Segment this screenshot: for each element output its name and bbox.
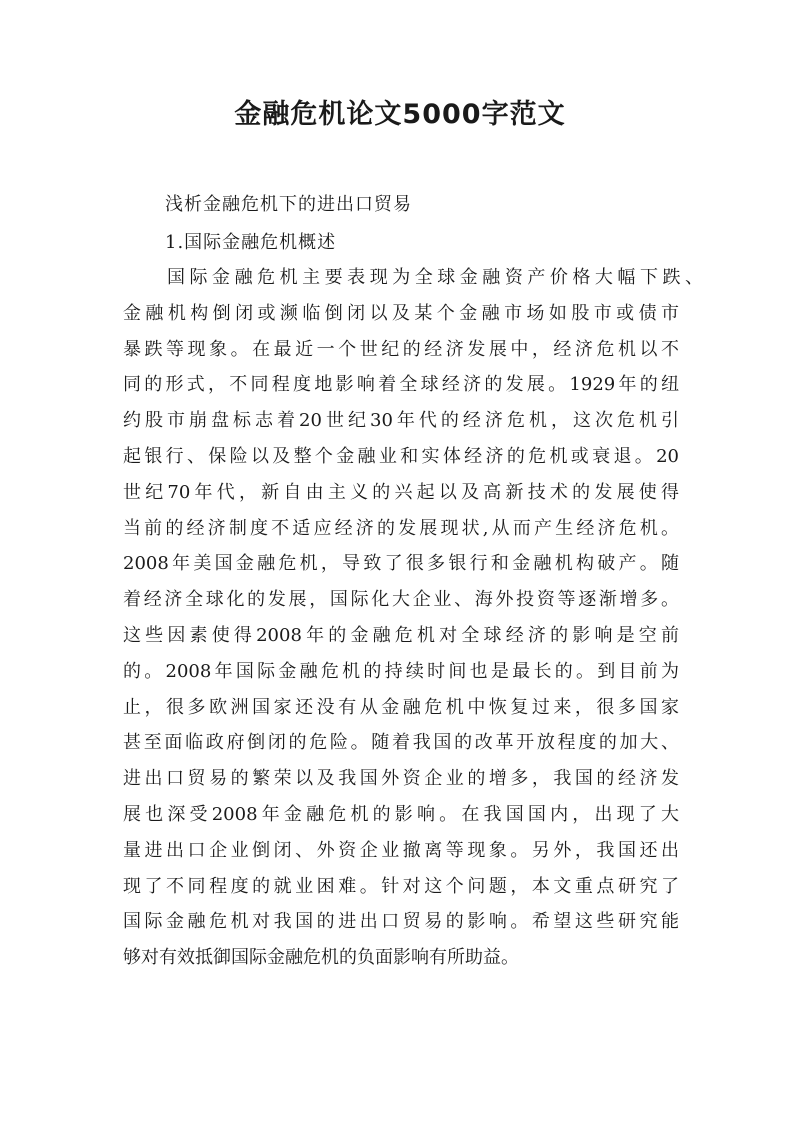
paragraph-line: 进出口贸易的繁荣以及我国外资企业的增多，我国的经济发 [123,768,679,790]
paragraph-line: 同的形式，不同程度地影响着全球经济的发展。1929年的纽 [123,374,679,396]
paragraph-line: 止，很多欧洲国家还没有从金融危机中恢复过来，很多国家 [123,696,679,718]
paragraph-line: 着经济全球化的发展，国际化大企业、海外投资等逐渐增多。 [123,589,679,611]
paragraph-line: 量进出口企业倒闭、外资企业撤离等现象。另外，我国还出 [123,839,679,861]
paragraph-line: 甚至面临政府倒闭的危险。随着我国的改革开放程度的加大、 [123,732,679,754]
paragraph-line: 暴跌等现象。在最近一个世纪的经济发展中，经济危机以不 [123,338,679,360]
paragraph-line: 够对有效抵御国际金融危机的负面影响有所助益。 [123,947,519,969]
paragraph-line: 这些因素使得2008年的金融危机对全球经济的影响是空前 [123,624,679,646]
paragraph-line: 展也深受2008年金融危机的影响。在我国国内，出现了大 [123,803,679,825]
paragraph-line: 国际金融危机对我国的进出口贸易的影响。希望这些研究能 [123,911,679,933]
paragraph-line: 2008年美国金融危机，导致了很多银行和金融机构破产。随 [123,553,679,575]
paragraph-line: 的。2008年国际金融危机的持续时间也是最长的。到目前为 [123,660,679,682]
paragraph-line: 当前的经济制度不适应经济的发展现状,从而产生经济危机。 [123,517,679,539]
paragraph-line: 国际金融危机主要表现为全球金融资产价格大幅下跌、 [167,267,703,288]
section-heading: 1.国际金融危机概述 [165,232,337,253]
paragraph-line: 世纪70年代，新自由主义的兴起以及高新技术的发展使得 [123,481,679,503]
paragraph-line: 金融机构倒闭或濒临倒闭以及某个金融市场如股市或债市 [123,302,679,324]
paragraph-line: 现了不同程度的就业困难。针对这个问题，本文重点研究了 [123,875,679,897]
document-title: 金融危机论文5000字范文 [234,99,566,130]
paragraph-line: 起银行、保险以及整个金融业和实体经济的危机或衰退。20 [123,445,679,467]
body-paragraph [123,260,703,976]
article-subtitle: 浅析金融危机下的进出口贸易 [165,194,412,215]
paragraph-line: 约股市崩盘标志着20世纪30年代的经济危机，这次危机引 [123,410,679,432]
